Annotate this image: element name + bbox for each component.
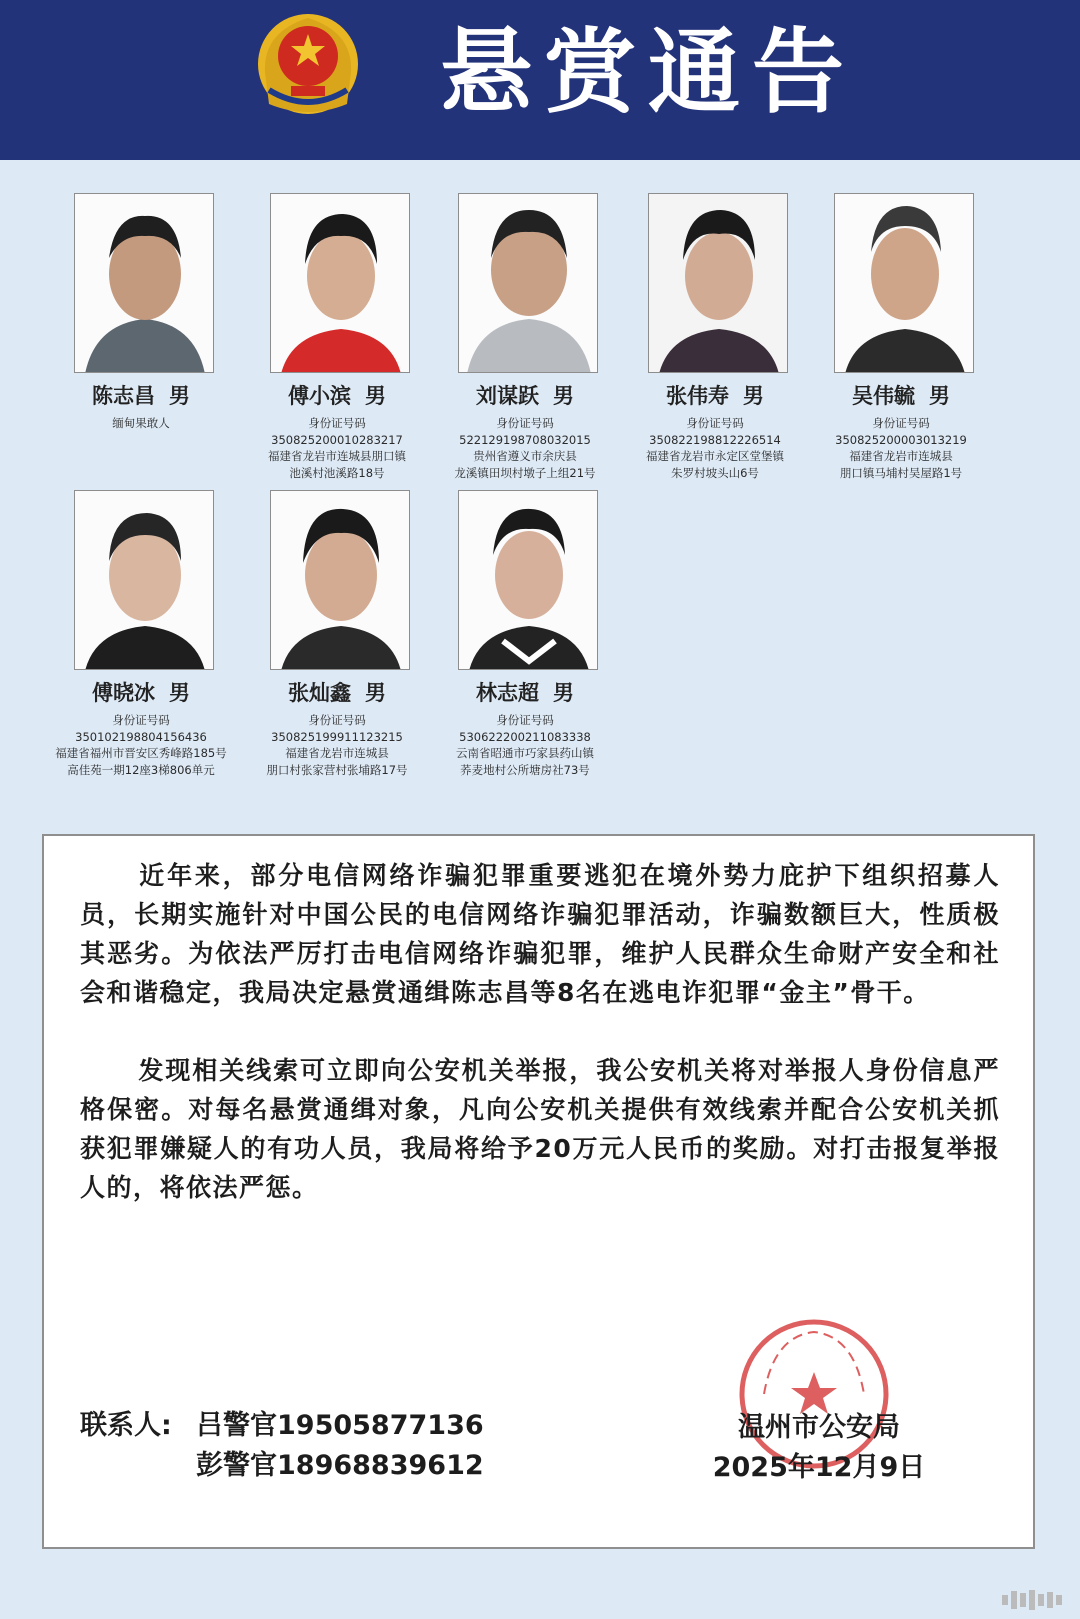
suspect-photo xyxy=(458,490,598,670)
suspect-photo xyxy=(458,193,598,373)
contact-label: 联系人: xyxy=(80,1410,172,1441)
notice-paragraph-1: 近年来，部分电信网络诈骗犯罪重要逃犯在境外势力庇护下组织招募人员，长期实施针对中国公民的电信网络诈骗犯罪活动，诈骗数额巨大，性质极其恶劣。为依法严厉打击电信网络诈骗犯罪，维护人民群众生命财产安全和社会和谐稳定，我局决定悬赏通缉陈志昌等8名在逃电诈犯罪“金主”骨干。 xyxy=(80,861,1000,1007)
notice-box xyxy=(42,834,1035,1549)
suspect-info: 缅甸果敢人 xyxy=(112,416,170,430)
suspect-name: 陈志昌 男 xyxy=(92,384,190,408)
issue-date: 2025年12月9日 xyxy=(712,1452,926,1483)
suspect-name: 刘谋跃 男 xyxy=(476,384,574,408)
contact-officer-1: 吕警官19505877136 xyxy=(196,1410,484,1441)
suspect-photo xyxy=(74,193,214,373)
suspect-name: 傅小滨 男 xyxy=(288,384,386,408)
suspect-photo xyxy=(834,193,974,373)
issuer-name: 温州市公安局 xyxy=(738,1412,900,1443)
suspect-photo xyxy=(270,193,410,373)
contact-officer-2: 彭警官18968839612 xyxy=(196,1450,484,1481)
suspect-name: 林志超 男 xyxy=(476,681,574,705)
suspect-name: 张伟寿 男 xyxy=(666,384,764,408)
suspect-info: 身份证号码 350825200010283217 福建省龙岩市连城县朋口镇 池溪村池溪路18号 xyxy=(268,416,406,480)
suspect-info: 身份证号码 350825200003013219 福建省龙岩市连城县 朋口镇马埔村吴屋路1号 xyxy=(835,416,967,480)
suspect-info: 身份证号码 530622200211083338 云南省昭通市巧家县药山镇 荞麦地村公所塘房社73号 xyxy=(456,713,594,777)
suspect-photo xyxy=(270,490,410,670)
suspect-info: 身份证号码 350822198812226514 福建省龙岩市永定区堂堡镇 朱罗村坡头山6号 xyxy=(646,416,784,480)
suspect-info: 身份证号码 350102198804156436 福建省福州市晋安区秀峰路185号 高佳苑一期12座3梯806单元 xyxy=(55,713,227,777)
suspect-info: 身份证号码 522129198708032015 贵州省遵义市余庆县 龙溪镇田坝村墩子上组21号 xyxy=(454,416,596,480)
watermark-bars-icon xyxy=(1002,1588,1062,1612)
suspect-photo xyxy=(648,193,788,373)
suspect-name: 张灿鑫 男 xyxy=(288,681,386,705)
notice-paragraph-2: 发现相关线索可立即向公安机关举报，我公安机关将对举报人身份信息严格保密。对每名悬赏通缉对象，凡向公安机关提供有效线索并配合公安机关抓获犯罪嫌疑人的有功人员，我局将给予20万元人民币的奖励。对打击报复举报人的，将依法严惩。 xyxy=(80,1056,1000,1202)
suspect-name: 吴伟毓 男 xyxy=(852,384,950,408)
page-title: 悬赏通告 xyxy=(440,19,857,126)
suspect-info: 身份证号码 350825199911123215 福建省龙岩市连城县 朋口村张家营村张埔路17号 xyxy=(266,713,408,777)
header-banner xyxy=(0,0,1080,160)
police-emblem-icon xyxy=(255,12,361,120)
suspect-name: 傅晓冰 男 xyxy=(92,681,190,705)
suspect-photo xyxy=(74,490,214,670)
